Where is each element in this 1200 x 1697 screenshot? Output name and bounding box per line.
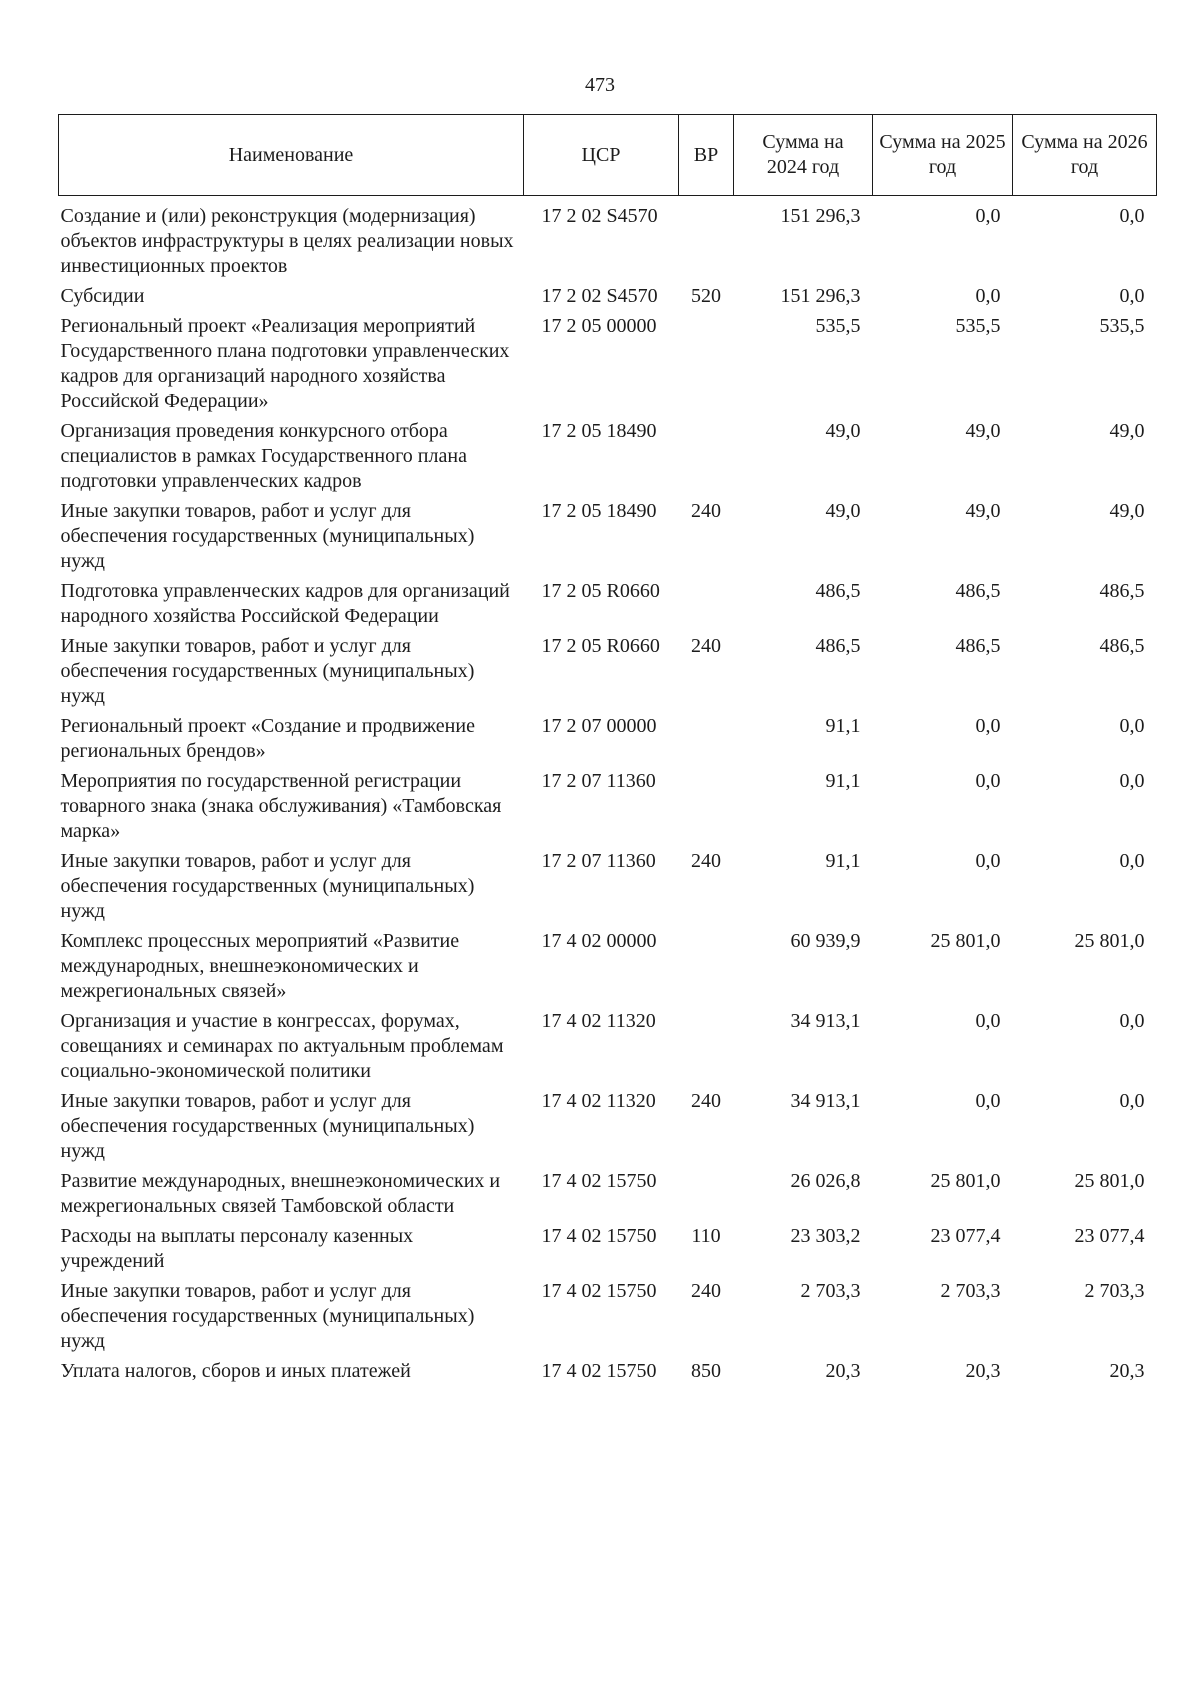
- row-sum-2024: 151 296,3: [780, 285, 861, 307]
- row-sum-2024: 49,0: [825, 500, 861, 522]
- row-csr-code: 17 2 05 00000: [541, 315, 657, 337]
- table-row: [59, 1359, 1157, 1389]
- table-row: [59, 1279, 1157, 1359]
- row-vr-code: [679, 769, 734, 849]
- row-sum-2025: 0,0: [975, 285, 1001, 307]
- header-name: Наименование: [59, 115, 524, 196]
- table-row: [59, 196, 1157, 285]
- row-sum-2025: 25 801,0: [930, 930, 1001, 952]
- row-sum-2024: 151 296,3: [780, 205, 861, 227]
- row-sum-2026: 25 801,0: [1074, 1170, 1145, 1192]
- budget-table: [58, 114, 1157, 1389]
- budget-table-container: [58, 114, 1156, 1389]
- row-csr-code: 17 2 02 S4570: [541, 205, 658, 227]
- header-csr: ЦСР: [524, 115, 679, 196]
- table-header-row: [59, 115, 1157, 196]
- row-name: Создание и (или) реконструкция (модернизация) объектов инфраструктуры в целях реализации новых инвестиционных проектов: [60, 205, 514, 277]
- row-sum-2025: 20,3: [965, 1360, 1001, 1382]
- row-sum-2024: 486,5: [815, 635, 861, 657]
- row-vr-code: 240: [691, 500, 721, 522]
- row-vr-code: [679, 714, 734, 769]
- row-sum-2026: 486,5: [1099, 580, 1145, 602]
- row-vr-code: 110: [691, 1225, 721, 1247]
- row-sum-2026: 0,0: [1119, 1090, 1145, 1112]
- row-sum-2024: 91,1: [825, 715, 861, 737]
- row-csr-code: 17 4 02 15750: [541, 1225, 657, 1247]
- row-csr-code: 17 4 02 11320: [541, 1090, 656, 1112]
- row-vr-code: 240: [691, 1090, 721, 1112]
- row-sum-2025: 2 703,3: [940, 1280, 1001, 1302]
- page-number: 473: [585, 74, 615, 96]
- row-name: Иные закупки товаров, работ и услуг для обеспечения государственных (муниципальных) нужд: [60, 1280, 475, 1352]
- row-name: Развитие международных, внешнеэкономических и межрегиональных связей Тамбовской области: [60, 1170, 501, 1217]
- row-sum-2025: 0,0: [975, 1010, 1001, 1032]
- row-csr-code: 17 2 07 11360: [541, 850, 656, 872]
- table-row: [59, 579, 1157, 634]
- row-csr-code: 17 2 05 18490: [541, 500, 657, 522]
- table-row: [59, 1169, 1157, 1224]
- row-name: Уплата налогов, сборов и иных платежей: [60, 1360, 411, 1382]
- row-csr-code: 17 2 05 R0660: [541, 580, 660, 602]
- row-vr-code: [679, 196, 734, 285]
- table-row: [59, 314, 1157, 419]
- row-sum-2024: 535,5: [815, 315, 861, 337]
- row-vr-code: 520: [691, 285, 721, 307]
- table-row: [59, 499, 1157, 579]
- row-vr-code: 240: [691, 1280, 721, 1302]
- row-name: Комплекс процессных мероприятий «Развитие международных, внешнеэкономических и межрегиональных связей»: [60, 930, 460, 1002]
- row-vr-code: 850: [691, 1360, 721, 1382]
- table-row: [59, 714, 1157, 769]
- row-name: Региональный проект «Реализация мероприятий Государственного плана подготовки управленческих кадров для организаций народного хозяйства Российской Федерации»: [60, 315, 510, 412]
- row-sum-2025: 486,5: [955, 580, 1001, 602]
- row-csr-code: 17 4 02 11320: [541, 1010, 656, 1032]
- table-row: [59, 849, 1157, 929]
- row-sum-2026: 25 801,0: [1074, 930, 1145, 952]
- row-sum-2026: 0,0: [1119, 1010, 1145, 1032]
- table-row: [59, 1009, 1157, 1089]
- row-sum-2025: 0,0: [975, 770, 1001, 792]
- table-row: [59, 1224, 1157, 1279]
- row-sum-2025: 0,0: [975, 715, 1001, 737]
- row-name: Региональный проект «Создание и продвижение региональных брендов»: [60, 715, 475, 762]
- row-sum-2024: 23 303,2: [790, 1225, 861, 1247]
- row-sum-2026: 20,3: [1109, 1360, 1145, 1382]
- table-row: [59, 1089, 1157, 1169]
- row-csr-code: 17 2 07 00000: [541, 715, 657, 737]
- row-vr-code: [679, 929, 734, 1009]
- row-csr-code: 17 2 07 11360: [541, 770, 656, 792]
- row-sum-2026: 0,0: [1119, 770, 1145, 792]
- row-sum-2025: 23 077,4: [930, 1225, 1001, 1247]
- row-name: Мероприятия по государственной регистрации товарного знака (знака обслуживания) «Тамбовская марка»: [60, 770, 502, 842]
- row-csr-code: 17 4 02 15750: [541, 1280, 657, 1302]
- row-sum-2026: 535,5: [1099, 315, 1145, 337]
- row-name: Организация и участие в конгрессах, форумах, совещаниях и семинарах по актуальным проблемам социально-экономической политики: [60, 1010, 504, 1082]
- row-sum-2025: 486,5: [955, 635, 1001, 657]
- row-name: Иные закупки товаров, работ и услуг для обеспечения государственных (муниципальных) нужд: [60, 500, 475, 572]
- row-sum-2026: 2 703,3: [1084, 1280, 1145, 1302]
- row-sum-2024: 20,3: [825, 1360, 861, 1382]
- row-sum-2026: 49,0: [1109, 500, 1145, 522]
- row-sum-2026: 0,0: [1119, 850, 1145, 872]
- header-sum-2026: Сумма на 2026 год: [1013, 115, 1157, 196]
- row-name: Иные закупки товаров, работ и услуг для обеспечения государственных (муниципальных) нужд: [60, 635, 475, 707]
- row-sum-2025: 0,0: [975, 1090, 1001, 1112]
- row-vr-code: [679, 579, 734, 634]
- table-row: [59, 419, 1157, 499]
- row-sum-2024: 49,0: [825, 420, 861, 442]
- row-sum-2026: 23 077,4: [1074, 1225, 1145, 1247]
- row-sum-2025: 0,0: [975, 850, 1001, 872]
- row-sum-2025: 49,0: [965, 420, 1001, 442]
- header-vr: ВР: [679, 115, 734, 196]
- row-name: Организация проведения конкурсного отбора специалистов в рамках Государственного плана подготовки управленческих кадров: [60, 420, 467, 492]
- row-sum-2026: 49,0: [1109, 420, 1145, 442]
- row-csr-code: 17 2 02 S4570: [541, 285, 658, 307]
- row-sum-2026: 0,0: [1119, 715, 1145, 737]
- row-sum-2026: 486,5: [1099, 635, 1145, 657]
- row-vr-code: 240: [691, 850, 721, 872]
- header-sum-2024: Сумма на 2024 год: [734, 115, 873, 196]
- row-sum-2024: 34 913,1: [790, 1010, 861, 1032]
- row-csr-code: 17 2 05 18490: [541, 420, 657, 442]
- row-sum-2024: 91,1: [825, 850, 861, 872]
- row-name: Подготовка управленческих кадров для организаций народного хозяйства Российской Федерации: [60, 580, 510, 627]
- table-row: [59, 634, 1157, 714]
- row-sum-2024: 486,5: [815, 580, 861, 602]
- row-vr-code: [679, 1009, 734, 1089]
- row-vr-code: 240: [691, 635, 721, 657]
- row-csr-code: 17 4 02 15750: [541, 1360, 657, 1382]
- table-row: [59, 284, 1157, 314]
- table-row: [59, 769, 1157, 849]
- row-sum-2024: 34 913,1: [790, 1090, 861, 1112]
- row-vr-code: [679, 1169, 734, 1224]
- table-body: [59, 196, 1157, 1390]
- row-csr-code: 17 4 02 00000: [541, 930, 657, 952]
- row-sum-2026: 0,0: [1119, 285, 1145, 307]
- row-name: Иные закупки товаров, работ и услуг для обеспечения государственных (муниципальных) нужд: [60, 850, 475, 922]
- row-name: Расходы на выплаты персоналу казенных учреждений: [60, 1225, 414, 1272]
- row-sum-2024: 60 939,9: [790, 930, 861, 952]
- row-vr-code: [679, 314, 734, 419]
- table-row: [59, 929, 1157, 1009]
- row-sum-2025: 25 801,0: [930, 1170, 1001, 1192]
- row-sum-2025: 0,0: [975, 205, 1001, 227]
- row-csr-code: 17 2 05 R0660: [541, 635, 660, 657]
- row-sum-2024: 26 026,8: [790, 1170, 861, 1192]
- row-sum-2024: 2 703,3: [800, 1280, 861, 1302]
- row-name: Субсидии: [60, 285, 145, 307]
- row-sum-2025: 49,0: [965, 500, 1001, 522]
- row-csr-code: 17 4 02 15750: [541, 1170, 657, 1192]
- header-sum-2025: Сумма на 2025 год: [873, 115, 1013, 196]
- row-name: Иные закупки товаров, работ и услуг для обеспечения государственных (муниципальных) нужд: [60, 1090, 475, 1162]
- row-vr-code: [679, 419, 734, 499]
- row-sum-2026: 0,0: [1119, 205, 1145, 227]
- row-sum-2025: 535,5: [955, 315, 1001, 337]
- row-sum-2024: 91,1: [825, 770, 861, 792]
